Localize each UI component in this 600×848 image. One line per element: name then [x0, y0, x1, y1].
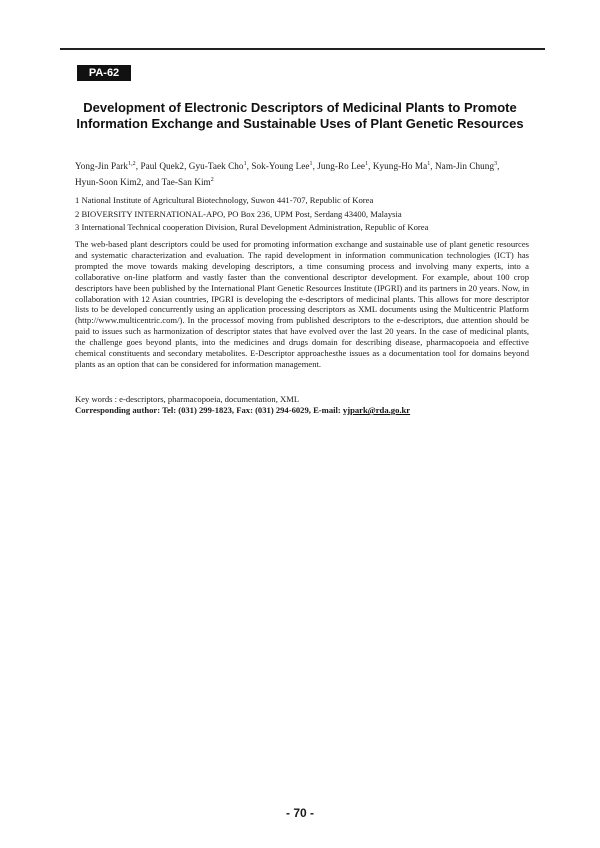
top-rule — [60, 48, 545, 50]
author-name: Tae-San Kim — [161, 177, 211, 188]
session-badge: PA-62 — [77, 65, 131, 81]
author-sup: 1 — [243, 161, 247, 167]
author-name: Sok-Young Lee — [251, 161, 310, 172]
page-number: - 70 - — [285, 806, 314, 820]
keywords: Key words : e-descriptors, pharmacopoeia, documentation, XML — [75, 394, 300, 404]
author-sup: 1 — [427, 161, 431, 167]
author-conjunction: and — [146, 177, 160, 188]
author-list: Yong-Jin Park$^{1,2}$, Paul Quek2, Gyu-Taek Cho$^1$, Sok-Young Lee$^1$, Jung-Ro Lee$^1$, Kyung-Ho Ma$^1$, Nam-Jin Chung$^3$, Hyun-Soon Kim2, and Tae-San Kim$^2$ — [75, 161, 500, 188]
author-name: Paul Quek2 — [140, 161, 185, 172]
author-sup: 1 — [365, 161, 369, 167]
author-name: Nam-Jin Chung — [435, 161, 495, 172]
corresponding-author — [75, 405, 535, 416]
author-sup: 1 — [309, 161, 313, 167]
affiliation-2: 2 BIOVERSITY INTERNATIONAL-APO, PO Box 236, UPM Post, Serdang 43400, Malaysia — [75, 208, 402, 219]
author-name: Jung-Ro Lee — [317, 161, 366, 172]
paper-title: Development of Electronic Descriptors of Medicinal Plants to Promote Information Exchange and Sustainable Uses of Plant Genetic Resources — [76, 100, 524, 131]
abstract-text: The web-based plant descriptors could be used for promoting information exchange and sustainable use of plant genetic resources and systematic characterization and evaluation. The rapid development in information communication technologies (ICT) has prompted the move towards making developing descriptors, a time consuming process and involving many experts, into a collaborative on-line platform and vastly faster than the conventional descriptor development. For example, about 100 crop descriptors have been published by the International Plant Genetic Resources Institute (IPGRI) and its partners in 20 years. Now, in collaboration with 12 Asian countries, IPGRI is developing the e-descriptors of medicinal plants. This allows for more descriptor lists to be developed concurrently using an application processing descriptors as XML documents using the Multicentric Platform (http://www.multicentric.com/). In the processof moving from published descriptors to the e-descriptors, due attention should be paid to issues such as harmonization of descriptor states that have evolved over the last 20 years. In the case of medicinal plants, the challenge goes beyond plants, into the medicines and drugs domain for describing disease, pharmacopoeia and effective chemical constituents and secondary metabolites. E-Descriptor approachesthe issues as a documentation tool for domains beyond plants as an option that can be considered for information management. — [75, 239, 529, 369]
corresponding-label: Corresponding author: Tel: (031) 299-1823, Fax: (031) 294-6029, E-mail: — [75, 405, 343, 415]
affiliations — [75, 194, 535, 235]
affiliation-1: 1 National Institute of Agricultural Biotechnology, Suwon 441-707, Republic of Korea — [75, 195, 374, 205]
author-name: Yong-Jin Park — [75, 161, 129, 172]
author-name: Kyung-Ho Ma — [372, 161, 428, 172]
author-name: Hyun-Soon Kim2 — [75, 177, 142, 188]
affiliation-3: 3 International Technical cooperation Division, Rural Development Administration, Republic of Korea — [75, 222, 429, 232]
email-link[interactable]: yjpark@rda.go.kr — [342, 405, 411, 415]
author-name: Gyu-Taek Cho — [188, 161, 244, 172]
author-sup: 2 — [210, 177, 214, 184]
author-sup: 1,2 — [128, 161, 136, 167]
author-sup: 3 — [494, 161, 498, 167]
